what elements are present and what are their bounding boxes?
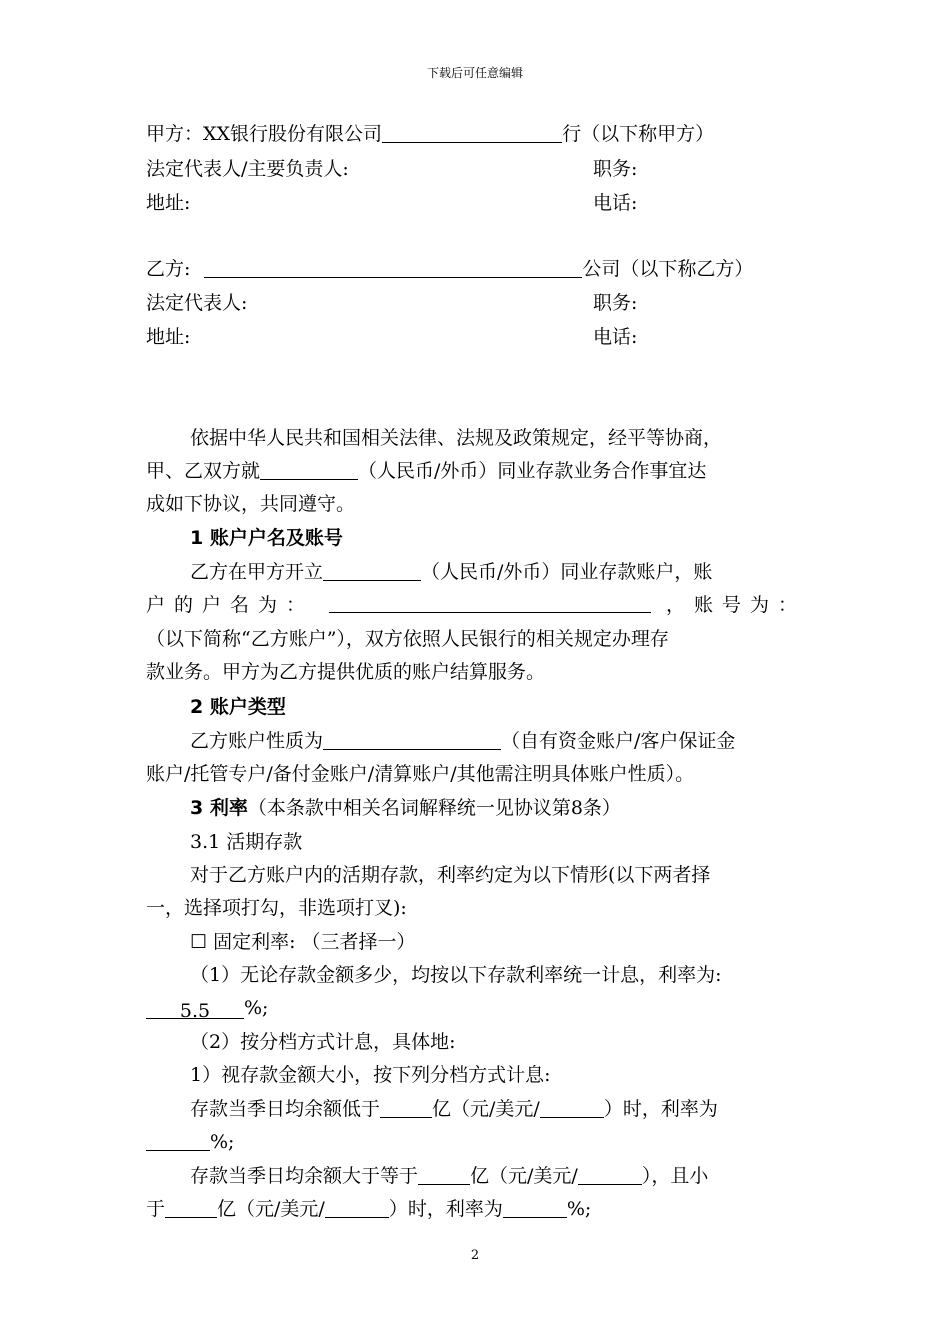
party-a-title: 职务:	[593, 158, 638, 180]
tier-2b-line: 于 亿（元/美元/ ）时，利率为 %;	[146, 1198, 592, 1220]
section-1-line-4: 款业务。甲方为乙方提供优质的账户结算服务。	[146, 661, 546, 683]
party-b-suffix: 公司（以下称乙方）	[582, 258, 754, 280]
party-a-line	[146, 121, 714, 147]
party-a-address: 地址:	[146, 192, 191, 214]
party-a-name: 甲方：XX银行股份有限公司	[146, 123, 383, 145]
blank-open-currency	[323, 560, 421, 581]
party-a-phone: 电话:	[593, 192, 638, 214]
party-b-line	[146, 256, 753, 282]
intro-line-1: 依据中华人民共和国相关法律、法规及政策规定，经平等协商，	[190, 427, 723, 449]
section-3-line-2: 一，选择项打勾，非选项打叉):	[146, 897, 407, 919]
option-1-line: （1）无论存款金额多少，均按以下存款利率统一计息，利率为:	[190, 964, 722, 986]
option-2-1-line: 1）视存款金额大小，按下列分档方式计息:	[190, 1064, 551, 1086]
blank-tier2b-currency	[325, 1197, 389, 1218]
blank-account-name	[329, 592, 651, 613]
blank-tier2-currency	[578, 1164, 642, 1185]
party-b-address: 地址:	[146, 326, 191, 348]
party-a-rep: 法定代表人/主要负责人:	[146, 158, 349, 180]
section-3-line-1: 对于乙方账户内的活期存款，利率约定为以下情形(以下两者择	[190, 864, 711, 886]
blank-tier1-rate	[146, 1130, 210, 1151]
fixed-rate-checkbox[interactable]: ☐ 固定利率: （三者择一）	[190, 931, 416, 953]
section-1-line-2: 户的户名为： ，账号为：	[146, 594, 806, 616]
section-1-heading: 1 账户户名及账号	[190, 527, 343, 549]
intro-line-3: 成如下协议，共同遵守。	[146, 493, 356, 515]
rate-value-line: 5.5 %;	[146, 995, 268, 1021]
tier-1-line: 存款当季日均余额低于 亿（元/美元/ ）时，利率为	[190, 1098, 718, 1120]
blank-tier2-amount	[418, 1164, 470, 1185]
option-2-line: （2）按分档方式计息，具体地:	[190, 1031, 456, 1053]
blank-tier2-upper	[165, 1197, 217, 1218]
intro-line-2: 甲、乙双方就 （人民币/外币）同业存款业务合作事宜达	[146, 460, 707, 482]
page-number: 2	[470, 1248, 480, 1263]
party-b-label: 乙方:	[146, 258, 191, 280]
party-b-phone: 电话:	[593, 326, 638, 348]
party-a-suffix: 行（以下称甲方）	[562, 123, 715, 145]
party-b-title: 职务:	[593, 292, 638, 314]
blank-tier2-rate	[503, 1197, 567, 1218]
section-2-line-2: 账户/托管专户/备付金账户/清算账户/其他需注明具体账户性质）。	[146, 763, 695, 785]
blank-tier1-currency	[540, 1097, 604, 1118]
tier-1-rate-line: %;	[146, 1129, 234, 1155]
blank-branch	[382, 122, 562, 143]
tier-2-line: 存款当季日均余额大于等于 亿（元/美元/ ），且小	[190, 1165, 709, 1187]
section-3-1-heading: 3.1 活期存款	[190, 831, 303, 853]
page-header: 下载后可任意编辑	[426, 66, 523, 80]
blank-currency	[260, 459, 358, 480]
party-b-rep: 法定代表人:	[146, 292, 248, 314]
section-1-line-3: （以下简称“乙方账户”），双方依照人民银行的相关规定办理存	[146, 628, 669, 650]
blank-account-type	[323, 729, 501, 750]
blank-tier1-amount	[380, 1097, 432, 1118]
section-2-heading: 2 账户类型	[190, 696, 286, 718]
blank-company	[204, 257, 582, 278]
rate-value-field[interactable]: 5.5	[146, 998, 244, 1019]
section-3-heading: 3 利率（本条款中相关名词解释统一见协议第8条）	[190, 797, 621, 819]
section-1-line-1: 乙方在甲方开立 （人民币/外币）同业存款账户，账	[190, 561, 713, 583]
section-2-line-1: 乙方账户性质为 （自有资金账户/客户保证金	[190, 730, 736, 752]
